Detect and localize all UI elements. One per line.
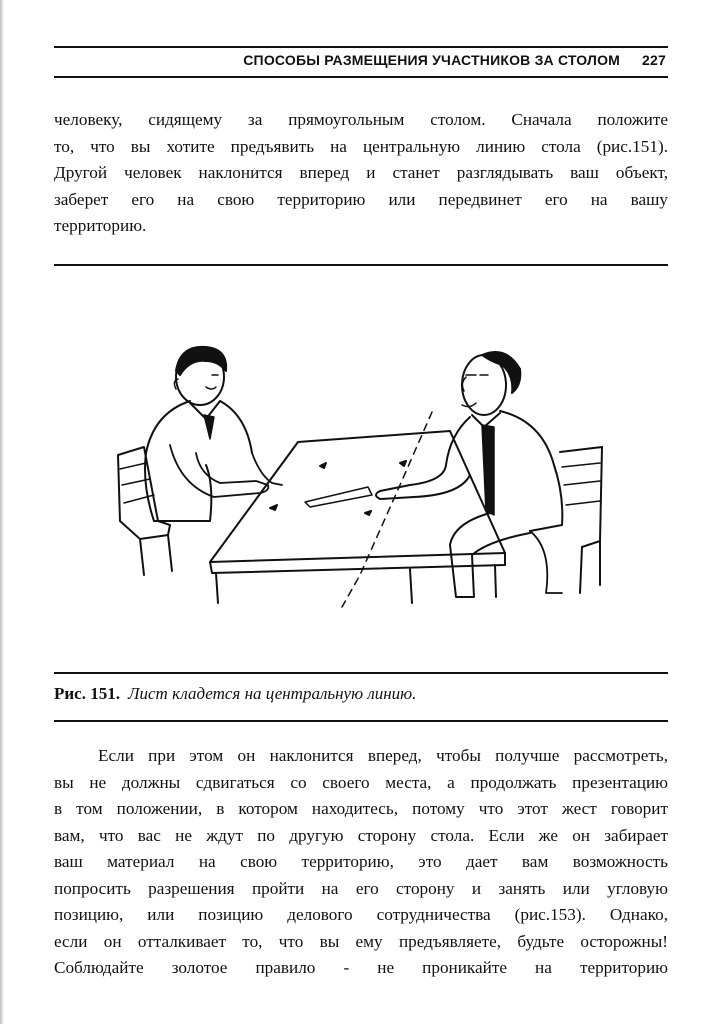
figure-top-rule (54, 264, 668, 266)
text-line: Соблюдайте золотое правило - не проникайте на территорию (54, 958, 668, 977)
table-centre-line (342, 412, 432, 607)
right-man-hair (482, 352, 520, 393)
caption-bottom-rule (54, 720, 668, 722)
text-line: человеку, сидящему за прямоугольным столом. Сначала положите (54, 110, 668, 129)
top-paragraph (54, 107, 668, 240)
text-line: в том положении, в котором находитесь, потому что этот жест говорит (54, 799, 668, 818)
text-line: вам, что вас не ждут по другую сторону стола. Если же он забирает (54, 825, 668, 845)
caption-top-rule (54, 672, 668, 674)
left-man-hair (176, 347, 226, 375)
bottom-paragraph (54, 743, 668, 982)
running-head (54, 52, 666, 74)
left-man-tie (204, 415, 214, 439)
text-line: заберет его на свою территорию или передвинет его на вашу (54, 189, 668, 209)
header-top-rule (54, 46, 668, 48)
text-line: позицию, или позицию делового сотрудничества (рис.153). Однако, (54, 905, 668, 924)
caption-label: Рис. 151. (54, 684, 120, 703)
table-leg-left (216, 573, 218, 603)
left-man-shoulder (220, 401, 252, 453)
text-line: Если при этом он наклонится вперед, чтобы получше рассмотреть, (98, 746, 668, 765)
right-man-face (462, 377, 476, 407)
text-line: то, что вы хотите предъявить на центральную линию стола (рис.151). (54, 136, 668, 156)
left-chair-leg (140, 535, 172, 575)
left-man-arm (170, 445, 268, 497)
right-chair-leg (580, 541, 600, 593)
left-man-face (206, 375, 218, 389)
right-man-torso (500, 411, 562, 531)
page-edge-shadow (0, 0, 4, 1024)
table-leg-right (410, 569, 412, 603)
figure-caption (54, 684, 668, 704)
text-line: вы не должны сдвигаться со своего места, а продолжать презентацию (54, 772, 668, 792)
right-man-arm (376, 417, 470, 499)
table-mark (270, 505, 277, 510)
text-line: попросить разрешения пройти на его сторону и занять или угловую (54, 878, 668, 898)
figure-illustration (110, 335, 610, 610)
table-mark (365, 511, 371, 515)
table-top (210, 431, 505, 562)
table-mark (320, 463, 326, 468)
paper-sheet (305, 487, 372, 507)
table-front-edge (210, 553, 505, 573)
right-chair (560, 447, 602, 547)
text-line: ваш материал на свою территорию, это дает вам возможность (54, 852, 668, 871)
table-leg-back (495, 565, 496, 597)
right-man-tie (482, 425, 494, 515)
page-number: 227 (642, 52, 666, 68)
right-chair-slat (562, 463, 600, 505)
right-man-knee (530, 531, 562, 593)
caption-text: Лист кладется на центральную линию. (127, 684, 417, 703)
running-head-title: СПОСОБЫ РАЗМЕЩЕНИЯ УЧАСТНИКОВ ЗА СТОЛОМ (243, 52, 621, 68)
header-bottom-rule (54, 76, 668, 78)
text-line: территорию. (54, 216, 147, 235)
table-mark (400, 461, 406, 466)
left-chair (118, 447, 170, 539)
text-line: Другой человек наклонится вперед и станет разглядывать ваш объект, (54, 163, 668, 182)
text-line: если он отталкивает то, что вы ему предъявляете, будьте осторожны! (54, 931, 668, 951)
